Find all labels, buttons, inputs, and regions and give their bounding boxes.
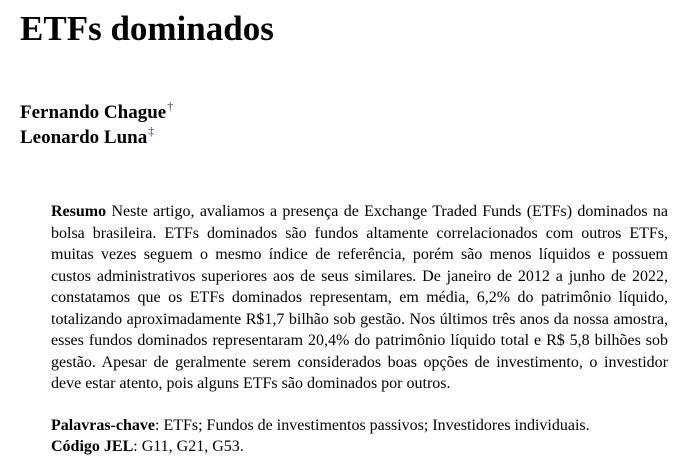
author-list (20, 100, 173, 150)
jel-label: Código JEL (51, 438, 134, 455)
keywords-block (51, 415, 668, 457)
footnote-mark-dagger[interactable]: † (167, 99, 174, 113)
jel-text: G11, G21, G53. (141, 438, 244, 455)
keywords-label: Palavras-chave (51, 417, 155, 434)
paper-title: ETFs dominados (20, 9, 274, 48)
jel-line: Código JEL: G11, G21, G53. (51, 438, 244, 455)
author-leonardo-luna (20, 125, 173, 150)
keywords-text: ETFs; Fundos de investimentos passivos; Investidores individuais. (163, 417, 590, 434)
footnote-mark-double-dagger[interactable]: ‡ (148, 124, 155, 138)
keywords-line: Palavras-chave: ETFs; Fundos de investimentos passivos; Investidores individuais. (51, 417, 590, 434)
author-name: Fernando Chague (20, 102, 167, 123)
author-fernando-chague (20, 100, 173, 125)
abstract (51, 201, 668, 395)
author-name: Leonardo Luna (20, 127, 148, 148)
abstract-label: Resumo (51, 203, 107, 220)
abstract-text: Neste artigo, avaliamos a presença de Exchange Traded Funds (ETFs) dominados na bolsa brasileira. ETFs dominados são fundos altamente correlacionados com outros ETFs, muitas vezes seguem o mesmo índice de referência, porém são menos líquidos e possuem custos administrativos superiores aos de seus similares. De janeiro de 2012 a junho de 2022, constatamos que os ETFs dominados representam, em média, 6,2% do patrimônio líquido, totalizando aproximadamente R$1,7 bilhão sob gestão. Nos últimos três anos da nossa amostra, esses fundos dominados representaram 20,4% do patrimônio líquido total e R$ 5,8 bilhões sob gestão. Apesar de geralmente serem considerados boas opções de investimento, o investidor deve estar atento, pois alguns ETFs são dominados por outros. (51, 203, 669, 392)
